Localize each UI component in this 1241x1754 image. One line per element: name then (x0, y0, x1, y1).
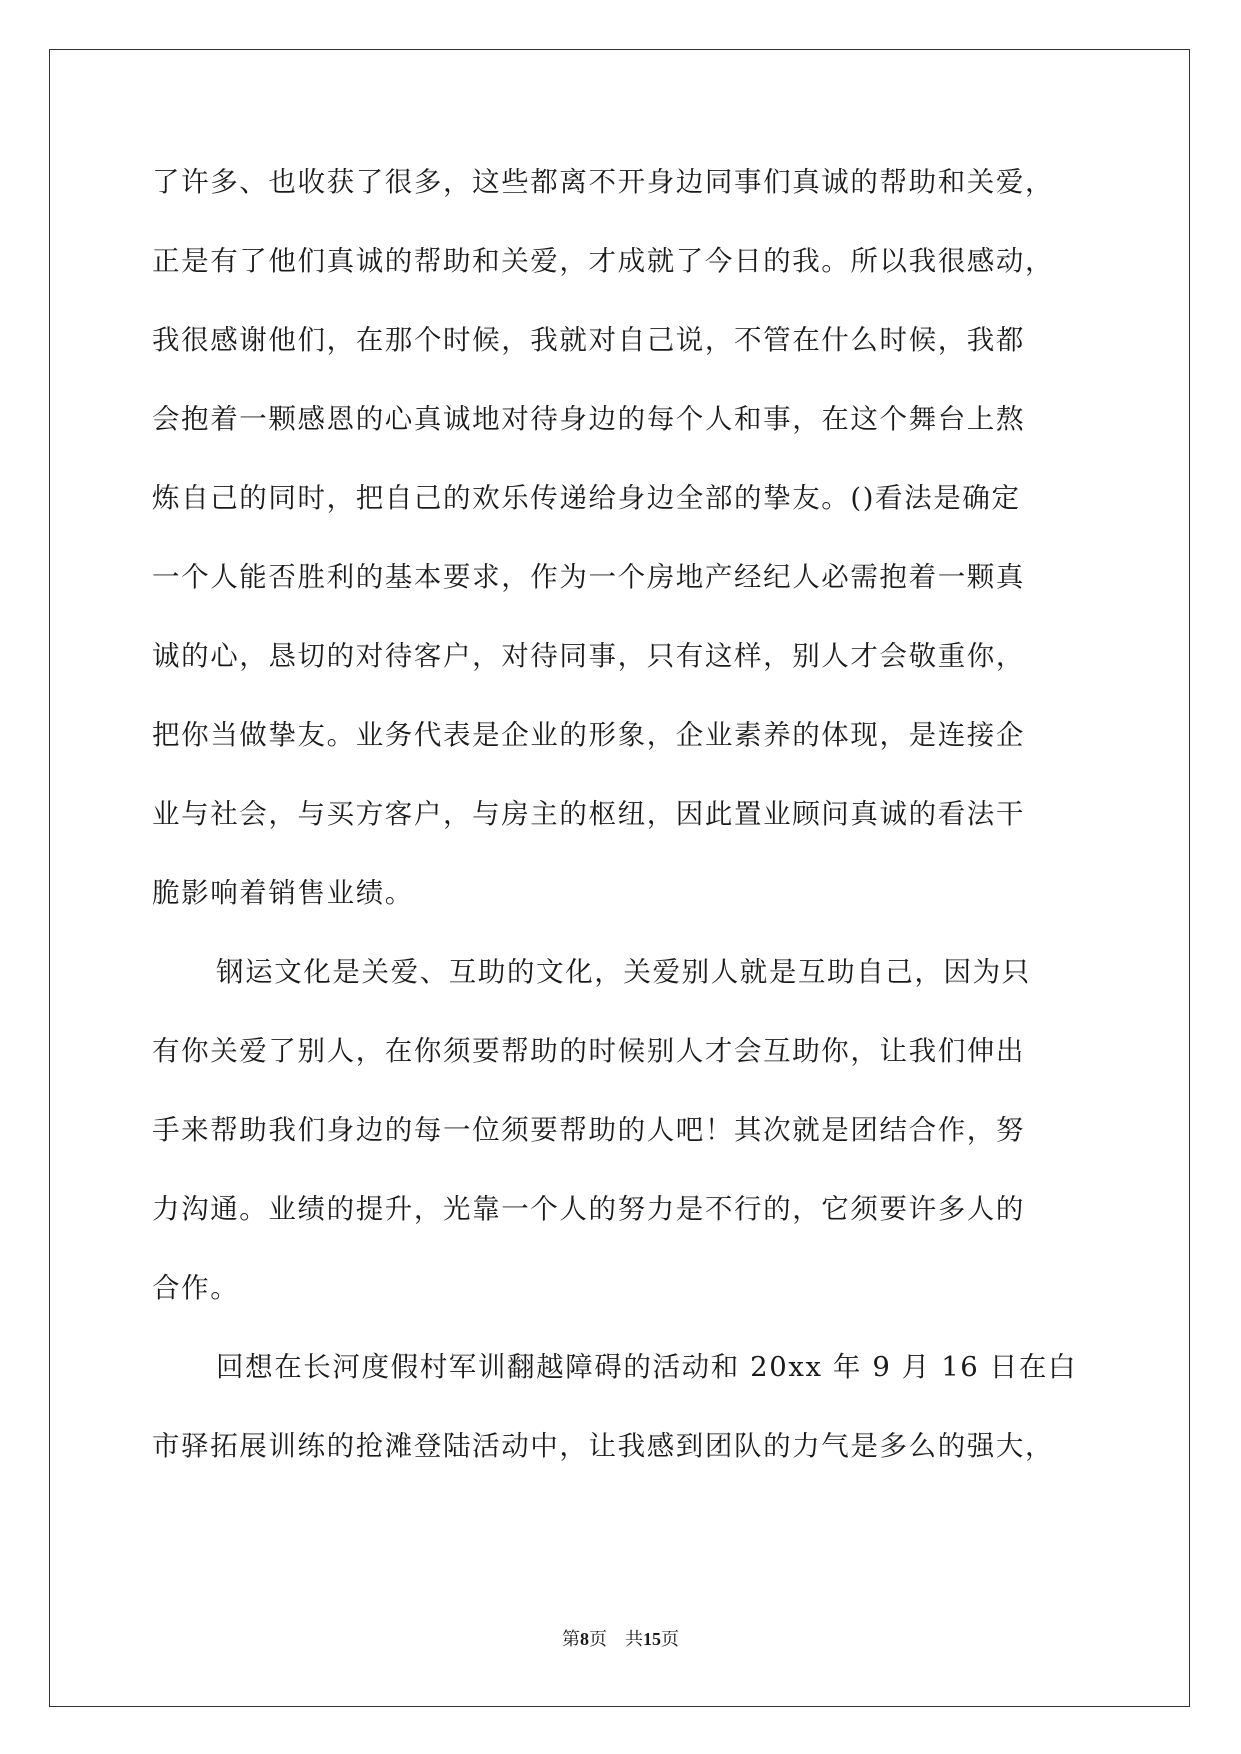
footer-total-suffix: 页 (661, 1629, 679, 1650)
total-page-count: 15 (643, 1629, 661, 1649)
text-line: 钢运文化是关爱、互助的文化，关爱别人就是互助自己，因为只 (216, 956, 1031, 988)
text-line: 我很感谢他们，在那个时候，我就对自己说，不管在什么时候，我都 (152, 324, 1025, 356)
text-line: 业与社会，与买方客户，与房主的枢纽，因此置业顾问真诚的看法干 (152, 798, 1025, 830)
text-line: 正是有了他们真诚的帮助和关爱，才成就了今日的我。所以我很感动， (152, 245, 1055, 277)
text-line: 炼自己的同时，把自己的欢乐传递给身边全部的挚友。()看法是确定 (152, 482, 1021, 514)
text-line: 会抱着一颗感恩的心真诚地对待身边的每个人和事，在这个舞台上熬 (152, 403, 1025, 435)
text-line: 脆影响着销售业绩。 (152, 877, 414, 909)
text-line: 一个人能否胜利的基本要求，作为一个房地产经纪人必需抱着一颗真 (152, 561, 1025, 593)
page-footer (0, 1627, 1241, 1652)
text-line: 诚的心，恳切的对待客户，对待同事，只有这样，别人才会敬重你， (152, 640, 1025, 672)
footer-prefix: 第 (562, 1629, 580, 1650)
text-line: 回想在长河度假村军训翻越障碍的活动和 20xx 年 9 月 16 日在白 (216, 1351, 1078, 1383)
footer-total-prefix: 共 (625, 1629, 643, 1650)
document-body (152, 143, 1092, 1486)
footer-page-suffix: 页 (589, 1629, 607, 1650)
text-line: 合作。 (152, 1272, 240, 1304)
text-line: 了许多、也收获了很多，这些都离不开身边同事们真诚的帮助和关爱， (152, 166, 1055, 198)
text-line: 把你当做挚友。业务代表是企业的形象，企业素养的体现，是连接企 (152, 719, 1025, 751)
text-line: 市驿拓展训练的抢滩登陆活动中，让我感到团队的力气是多么的强大， (152, 1430, 1055, 1462)
text-line: 力沟通。业绩的提升，光靠一个人的努力是不行的，它须要许多人的 (152, 1193, 1025, 1225)
current-page-number: 8 (580, 1629, 589, 1649)
text-line: 有你关爱了别人，在你须要帮助的时候别人才会互助你，让我们伸出 (152, 1035, 1025, 1067)
text-line: 手来帮助我们身边的每一位须要帮助的人吧！其次就是团结合作，努 (152, 1114, 1025, 1146)
